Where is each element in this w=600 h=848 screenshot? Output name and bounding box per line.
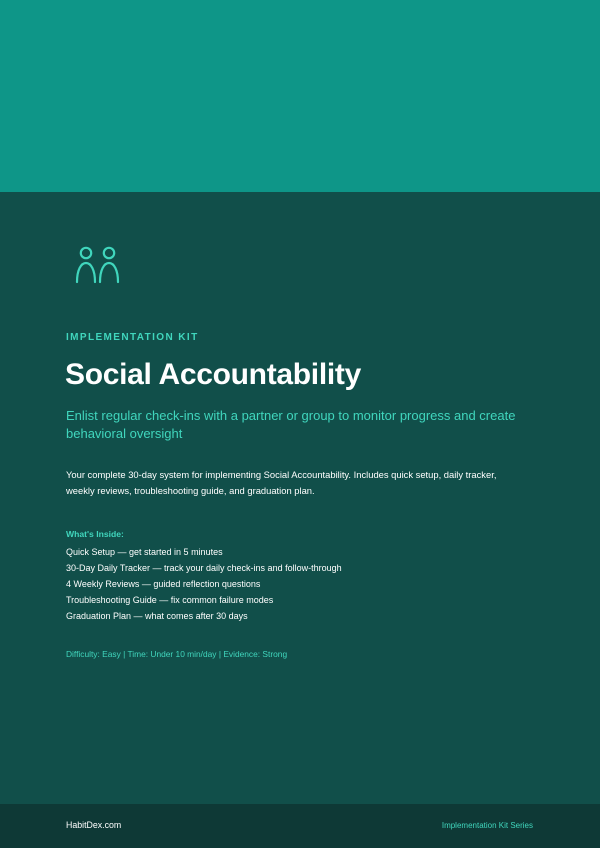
page-title: Social Accountability	[65, 358, 361, 391]
list-item: 30-Day Daily Tracker — track your daily check-ins and follow-through	[66, 562, 342, 573]
footer	[0, 804, 600, 848]
footer-site: HabitDex.com	[66, 820, 122, 830]
subtitle: Enlist regular check-ins with a partner or group to monitor progress and create behavioral oversight	[66, 408, 516, 441]
people-icon	[75, 246, 121, 284]
footer-series: Implementation Kit Series	[441, 821, 533, 830]
top-color-band	[0, 0, 600, 192]
list-item: Troubleshooting Guide — fix common failure modes	[66, 594, 274, 605]
list-item: 4 Weekly Reviews — guided reflection questions	[66, 578, 261, 589]
whats-inside-heading: What's Inside:	[66, 529, 124, 539]
eyebrow-label: IMPLEMENTATION KIT	[66, 332, 199, 343]
description: Your complete 30-day system for implementing Social Accountability. Includes quick setup, daily tracker, weekly reviews, troubleshooting guide, and graduation plan.	[66, 469, 497, 496]
difficulty-meta: Difficulty: Easy | Time: Under 10 min/day | Evidence: Strong	[66, 649, 288, 659]
whats-inside-list	[66, 545, 342, 625]
list-item: Quick Setup — get started in 5 minutes	[66, 547, 223, 557]
list-item: Graduation Plan — what comes after 30 days	[66, 610, 248, 621]
